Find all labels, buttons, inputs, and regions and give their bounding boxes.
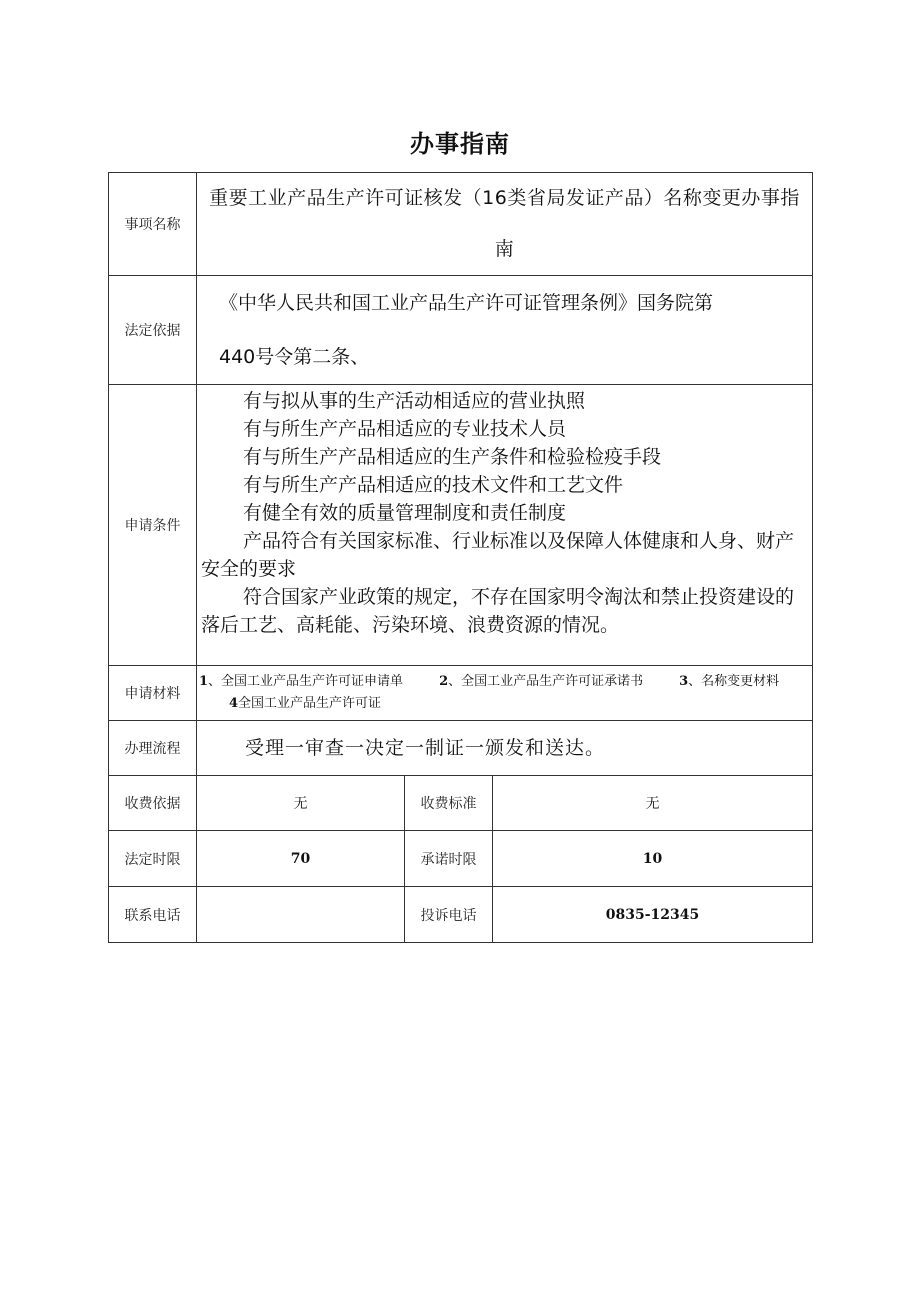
row-time-limits — [109, 831, 813, 887]
material-item: 、名称变更材料 — [688, 674, 780, 689]
legal-basis-value — [197, 276, 812, 384]
material-item: 全国工业产品生产许可证 — [238, 696, 382, 711]
fee-standard-label: 收费标准 — [405, 776, 493, 831]
legal-limit-label: 法定时限 — [109, 831, 197, 887]
row-fees — [109, 776, 813, 831]
process-value: 受理一审查一决定一制证一颁发和送达。 — [245, 737, 606, 759]
fee-basis-label: 收费依据 — [109, 776, 197, 831]
material-number: 1 — [199, 674, 209, 689]
legal-basis-line-1: 《中华人民共和国工业产品生产许可证管理条例》国务院第 — [219, 292, 714, 314]
materials-list — [197, 671, 812, 715]
row-phones — [109, 887, 813, 943]
complaint-phone-value: 0835-12345 — [493, 887, 813, 943]
condition-item: 产品符合有关国家标准、行业标准以及保障人体健康和人身、财产安全的要求 — [201, 530, 795, 580]
row-materials — [109, 666, 813, 721]
process-label: 办理流程 — [109, 721, 197, 776]
promise-limit-label: 承诺时限 — [405, 831, 493, 887]
item-name-value: 重要工业产品生产许可证核发（16类省局发证产品）名称变更办事指南 — [209, 187, 800, 260]
materials-cell — [197, 666, 813, 721]
page-title: 办事指南 — [410, 130, 510, 158]
material-number: 3 — [679, 674, 689, 689]
promise-limit-value: 10 — [493, 831, 813, 887]
material-item: 、全国工业产品生产许可证申请单 — [208, 674, 404, 689]
material-number: 2 — [439, 674, 449, 689]
legal-basis-label: 法定依据 — [109, 276, 197, 385]
contact-phone-label: 联系电话 — [109, 887, 197, 943]
service-guide-table — [108, 172, 813, 943]
materials-label: 申请材料 — [109, 666, 197, 721]
condition-item: 有与所生产产品相适应的专业技术人员 — [243, 418, 567, 440]
fee-standard-value: 无 — [493, 776, 813, 831]
condition-item: 有健全有效的质量管理制度和责任制度 — [243, 502, 567, 524]
row-conditions — [109, 385, 813, 666]
row-legal-basis — [109, 276, 813, 385]
process-cell — [197, 721, 813, 776]
material-number: 4 — [229, 696, 239, 711]
contact-phone-value — [197, 887, 405, 943]
row-process — [109, 721, 813, 776]
legal-basis-line-2: 440号令第二条、 — [219, 346, 370, 368]
item-name-label: 事项名称 — [109, 173, 197, 276]
condition-item: 符合国家产业政策的规定，不存在国家明令淘汰和禁止投资建设的落后工艺、高耗能、污染环境、浪费资源的情况。 — [201, 586, 795, 636]
row-item-name — [109, 173, 813, 276]
conditions-cell — [197, 385, 813, 666]
complaint-phone-label: 投诉电话 — [405, 887, 493, 943]
legal-basis-cell — [197, 276, 813, 385]
condition-item: 有与所生产产品相适应的生产条件和检验检疫手段 — [243, 446, 662, 468]
conditions-label: 申请条件 — [109, 385, 197, 666]
item-name-cell — [197, 173, 813, 276]
fee-basis-value: 无 — [197, 776, 405, 831]
legal-limit-value: 70 — [197, 831, 405, 887]
condition-item: 有与所生产产品相适应的技术文件和工艺文件 — [243, 474, 624, 496]
conditions-list — [197, 385, 812, 665]
material-item: 、全国工业产品生产许可证承诺书 — [448, 674, 644, 689]
condition-item: 有与拟从事的生产活动相适应的营业执照 — [243, 390, 586, 412]
